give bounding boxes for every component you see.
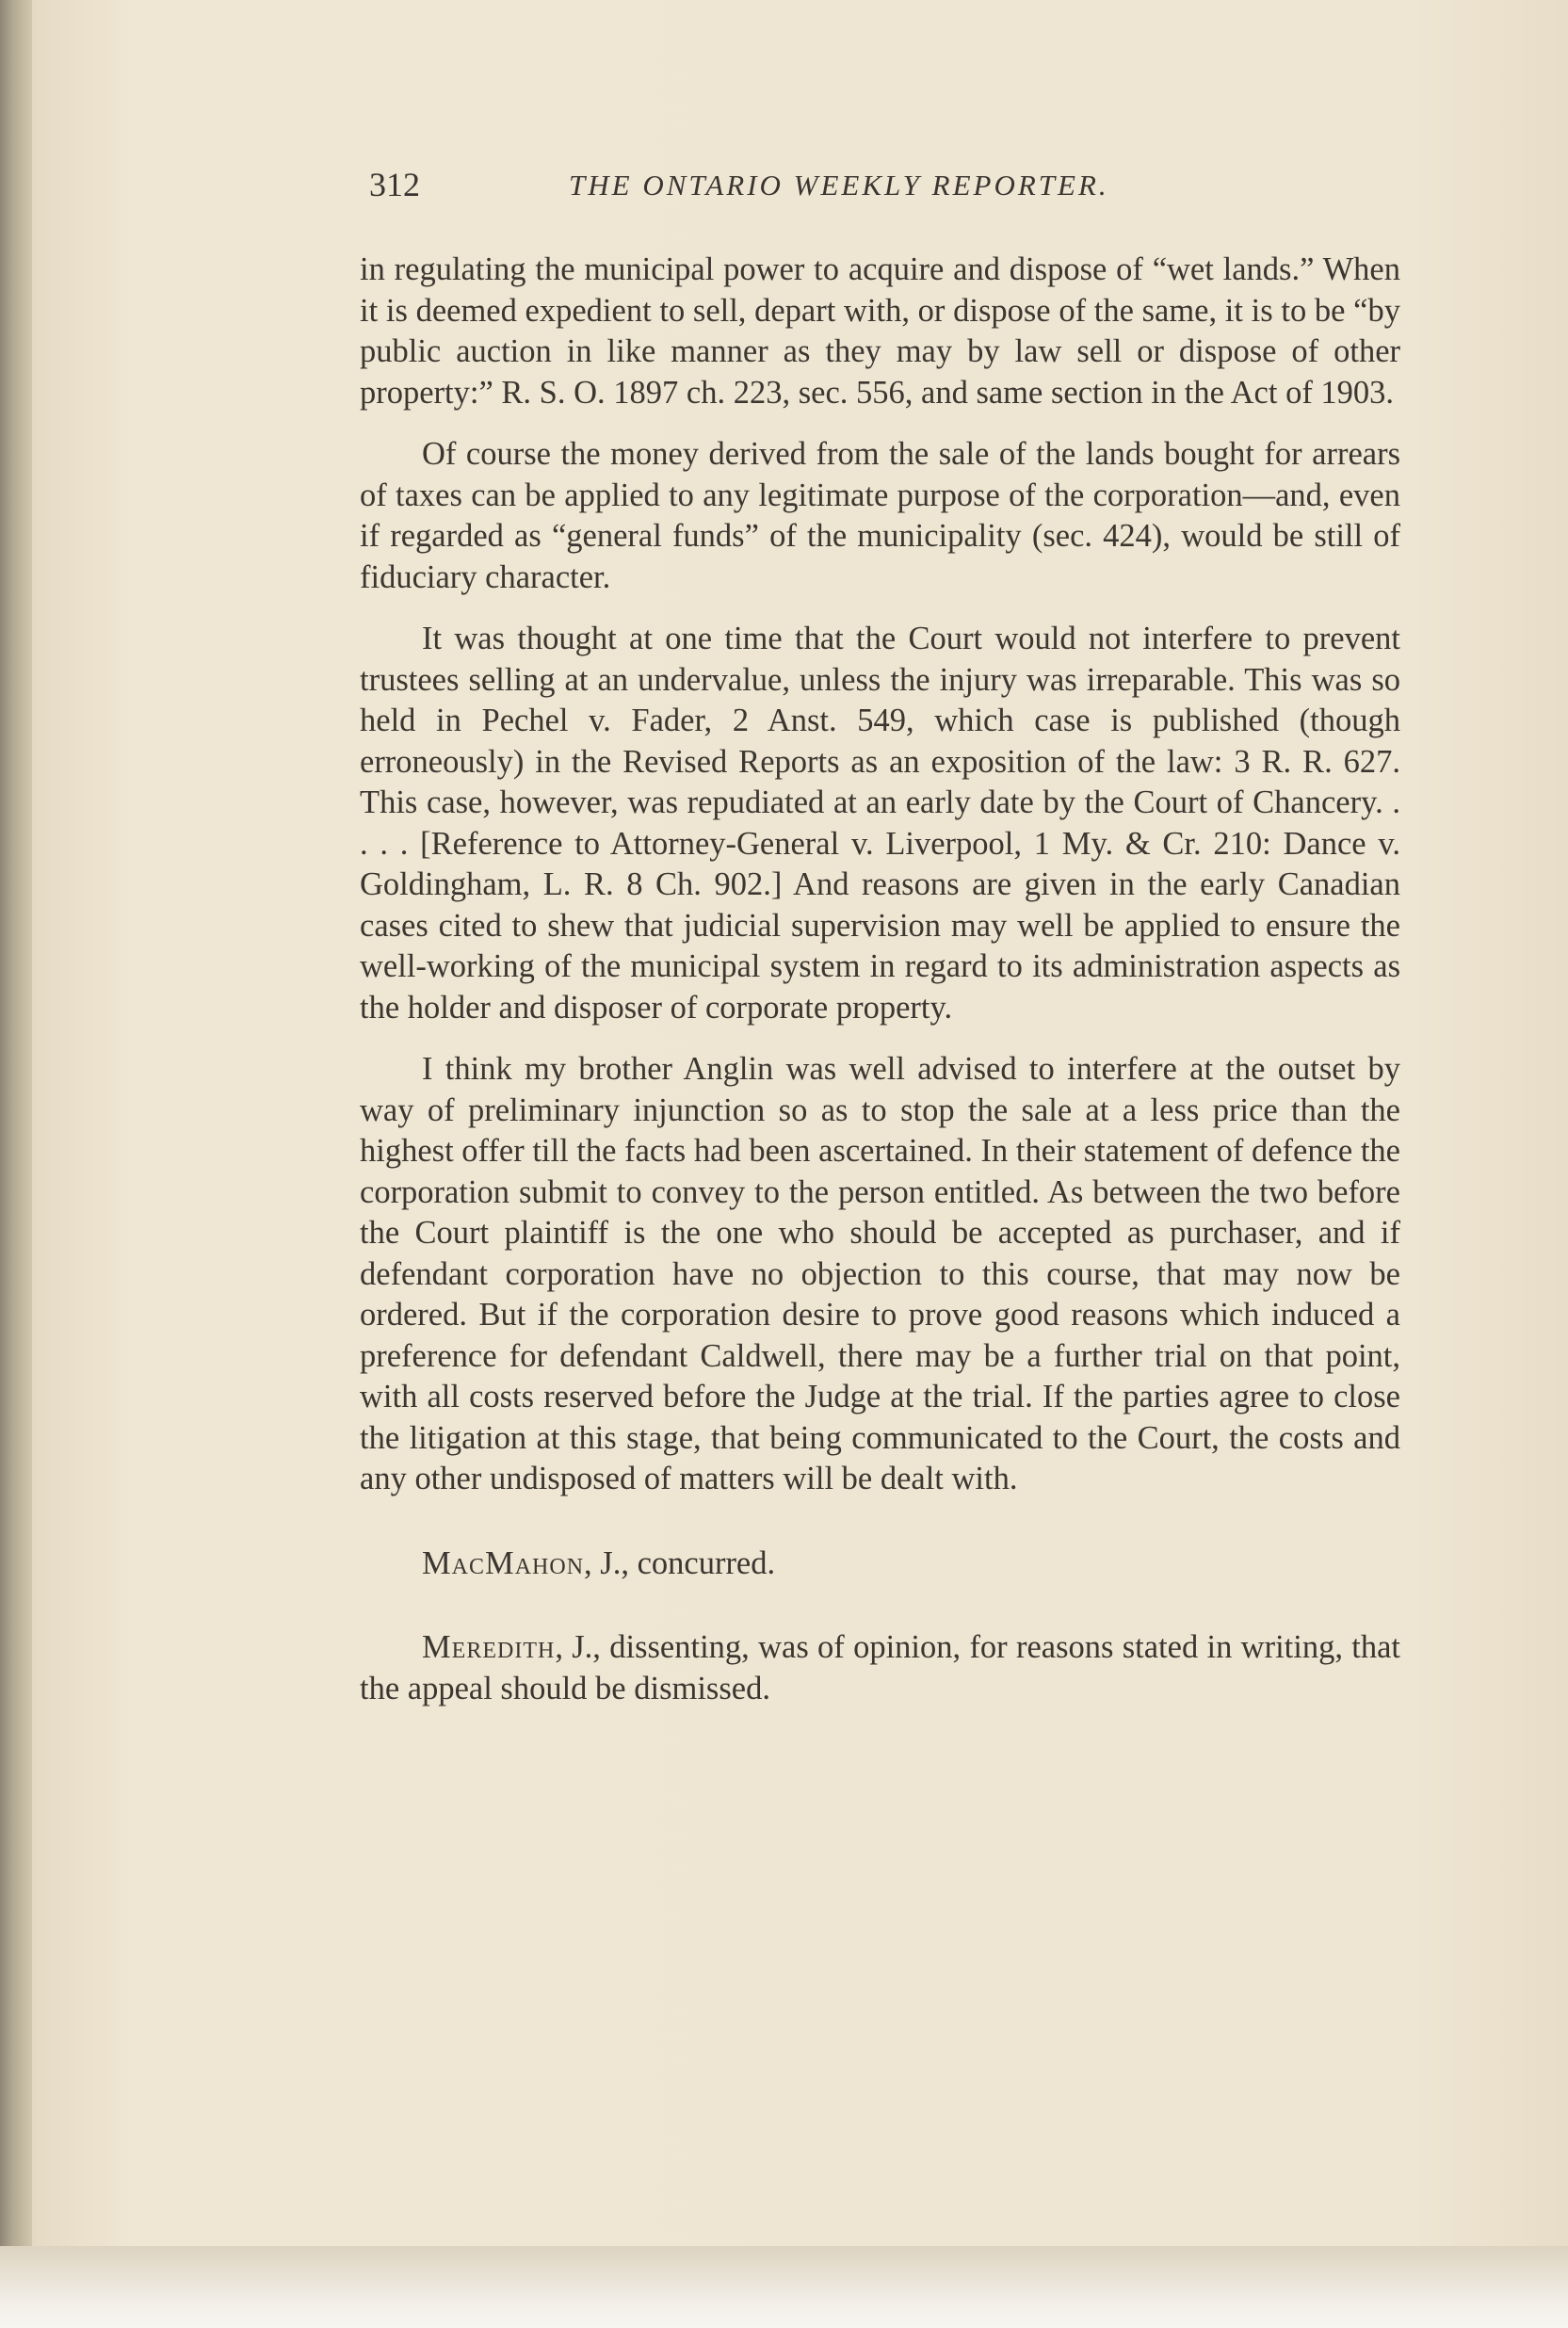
concurrence-paragraph bbox=[360, 1544, 1400, 1585]
paragraph-4: I think my brother Anglin was well advised to interfere at the outset by way of preliminary injunction so as to stop the sale at a less price than the highest offer till the facts had been ascertained. In their statement of defence the corporation submit to convey to the person entitled. As between the two before the Court plaintiff is the one who should be accepted as purchaser, and if defendant corporation have no objection to this course, that may now be ordered. But if the corporation desire to prove good reasons which induced a preference for defendant Caldwell, there may be a further trial on that point, with all costs reserved before the Judge at the trial. If the parties agree to close the litigation at this stage, that being communicated to the Court, the costs and any other undisposed of matters will be dealt with. bbox=[360, 1051, 1400, 1496]
paragraph-3: It was thought at one time that the Court would not interfere to prevent trustees selling at an undervalue, unless the injury was irreparable. This was so held in Pechel v. Fader, 2 Anst. 549, which case is published (though erroneously) in the Revised Reports as an exposition of the law: 3 R. R. 627. This case, however, was repudiated at an early date by the Court of Chancery. . . . . [Reference to Attorney-General v. Liverpool, 1 My. & Cr. 210: Dance v. Goldingham, L. R. 8 Ch. 902.] And reasons are given in the early Canadian cases cited to shew that judicial supervision may well be applied to ensure the well-working of the municipal system in regard to its administration aspects as the holder and disposer of corporate property. bbox=[360, 621, 1400, 1026]
concurring-judge-name: MacMahon bbox=[422, 1544, 585, 1581]
dissent-paragraph bbox=[360, 1627, 1400, 1709]
dissenting-judge-name: Meredith bbox=[422, 1629, 556, 1665]
concurrence-text: , J., concurred. bbox=[584, 1544, 776, 1581]
body-text bbox=[360, 250, 1400, 1709]
running-head bbox=[369, 165, 1198, 214]
paragraph-2: Of course the money derived from the sale of the lands bought for arrears of taxes can be applied to any legitimate purpose of the corporation—and, even if regarded as “general funds” of the municipality (sec. 424), would be still of fiduciary character. bbox=[360, 436, 1400, 595]
paragraph-1: in regulating the municipal power to acquire and dispose of “wet lands.” When it is deemed expedient to sell, depart with, or dispose of the same, it is to be “by public auction in like manner as they may by law sell or dispose of other property:” R. S. O. 1897 ch. 223, sec. 556, and same section in the Act of 1903. bbox=[360, 251, 1400, 411]
dissent-text: , J., dissenting, was of opinion, for reasons stated in writing, that the appeal should be dismissed. bbox=[360, 1629, 1400, 1706]
journal-title: THE ONTARIO WEEKLY REPORTER. bbox=[569, 169, 1109, 202]
page-number: 312 bbox=[369, 166, 420, 203]
page-bottom-edge bbox=[0, 2246, 1568, 2328]
book-spine-shadow bbox=[0, 0, 32, 2328]
